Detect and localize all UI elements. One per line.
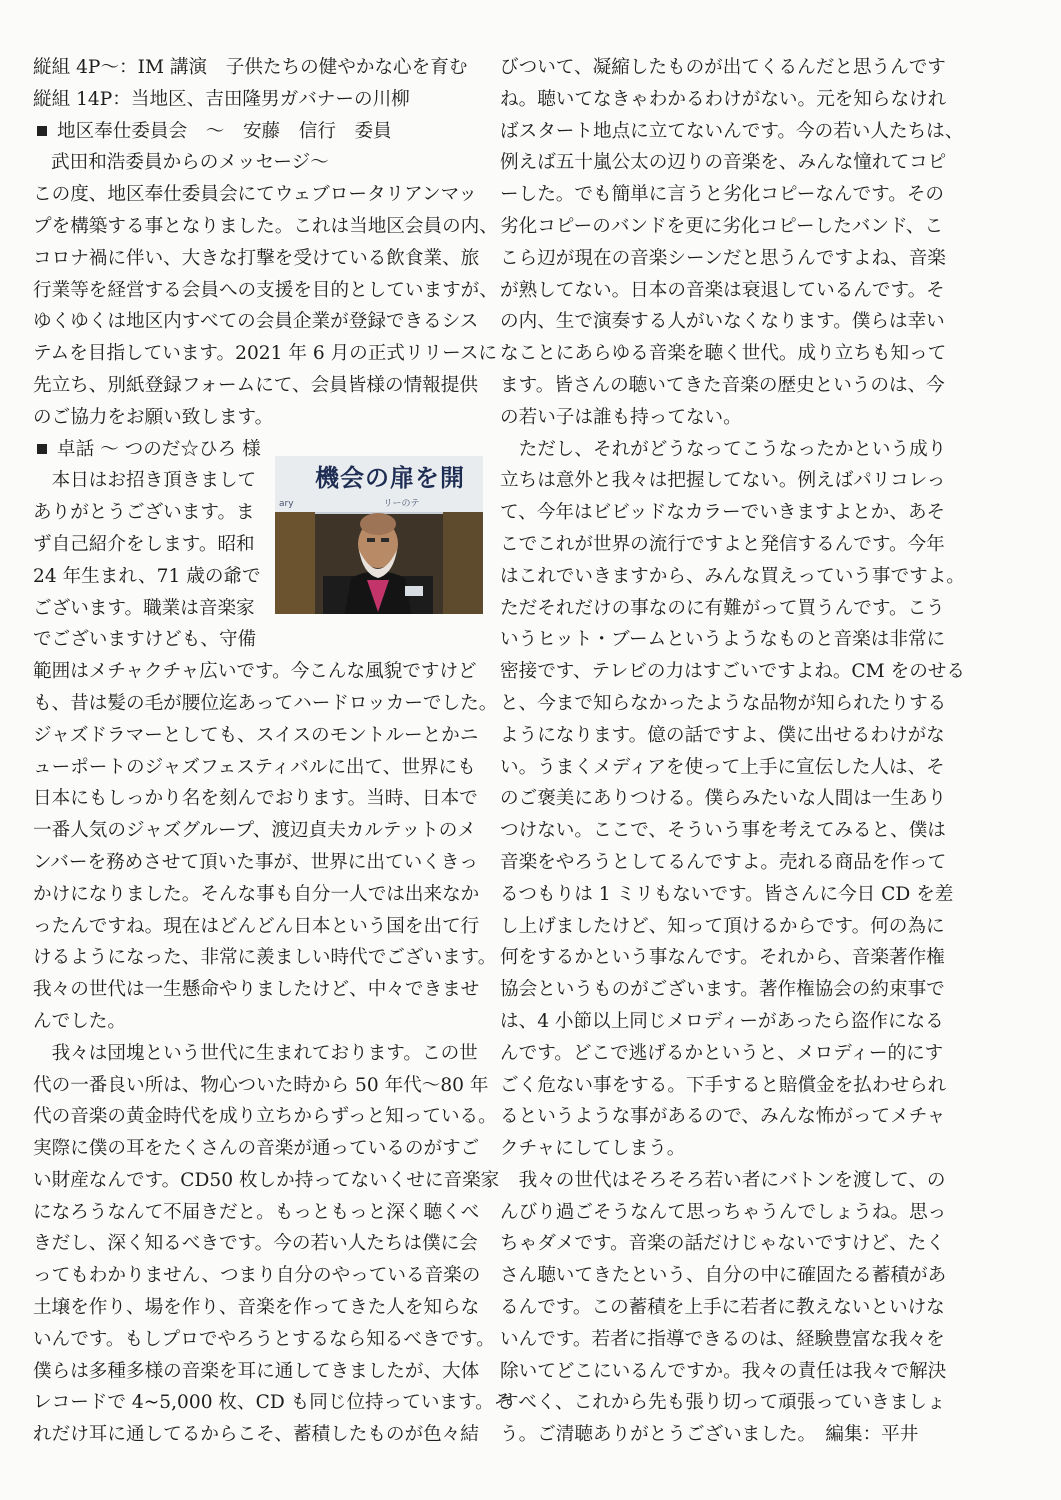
banner-text: 機会の扉を開 <box>315 464 465 492</box>
paragraph-line: い財産なんです。CD50 枚しか持ってないくせに音楽家 <box>33 1169 500 1191</box>
paragraph-line: ゆくゆくは地区内すべての会員企業が登録できるシス <box>33 311 479 333</box>
paragraph-line: なことにあらゆる音楽を聴く世代。成り立ちも知って <box>500 343 947 365</box>
paragraph-line: ンバーを務めさせて頂いた事が、世界に出ていくきっ <box>33 851 478 873</box>
right-column <box>500 52 965 1451</box>
paragraph-line: クチャにしてしまう。 <box>500 1138 686 1160</box>
paragraph-line: 代の一番良い所は、物心ついた時から 50 年代～80 年 <box>33 1074 489 1096</box>
paragraph-line: の内、生で演奏する人がいなくなります。僕らは幸い <box>500 311 945 333</box>
paragraph-line: 日本にもしっかり名を刻んでおります。当時、日本で <box>33 788 478 810</box>
section-heading-district-service <box>33 116 495 148</box>
paragraph-line: は、4 小節以上同じメロディーがあったら盗作になる <box>500 1010 944 1032</box>
paragraph-line: 立ちは意外と我々は把握してない。例えばパリコレっ <box>500 470 946 492</box>
paragraph-line: 密接です、テレビの力はすごいですよね。CM をのせる <box>500 661 965 683</box>
paragraph-line: 我々は団塊という世代に生まれております。この世 <box>33 1042 478 1064</box>
paragraph-line: ばスタート地点に立てないんです。今の若い人たちは、 <box>500 120 964 142</box>
paragraph-line: れだけ耳に通してるからこそ、蓄積したものが色々結 <box>33 1424 479 1446</box>
paragraph-line: プを構築する事となりました。これは当地区会員の内、 <box>33 215 498 237</box>
speaker-figure-icon <box>323 494 433 614</box>
paragraph-line: 土壌を作り、場を作り、音楽を作ってきた人を知らな <box>33 1297 480 1319</box>
heading-text: 地区奉仕委員会 ～ 安藤 信行 委員 <box>57 120 392 142</box>
paragraph-line: 我々の世代はそろそろ若い者にバトンを渡して、の <box>500 1169 946 1191</box>
banner-sub-left: ary <box>279 499 294 509</box>
paragraph-line: ね。聴いてなきゃわかるわけがない。元を知らなけれ <box>500 88 947 110</box>
paragraph-line: はこれでいきますから、みんな買えっていう事ですよ。 <box>500 565 965 587</box>
paragraph-line: きだし、深く知るべきです。今の若い人たちは僕に会 <box>33 1233 478 1255</box>
paragraph-line: いんです。若者に指導できるのは、経験豊富な我々を <box>500 1328 945 1350</box>
paragraph-line: て、今年はビビッドなカラーでいきますよとか、あそ <box>500 502 946 524</box>
banner-sub-right: リーのテ <box>383 499 420 509</box>
paragraph-line: 音楽をやろうとしてるんですよ。売れる商品を作って <box>500 851 947 873</box>
paragraph-line: ようになります。億の話ですよ、僕に出せるわけがな <box>500 724 945 746</box>
paragraph-line: レコードで 4~5,000 枚、CD も同じ位持っています。そ <box>33 1392 513 1414</box>
paragraph-line: びついて、凝縮したものが出てくるんだと思うんです <box>500 57 946 78</box>
paragraph-line: ただそれだけの事なのに有難がって買うんです。こう <box>500 597 945 619</box>
paragraph-line: の若い子は誰も持ってない。 <box>500 406 742 428</box>
square-bullet-icon <box>37 126 47 136</box>
paragraph-line: のご褒美にありつける。僕らみたいな人間は一生あり <box>500 788 947 810</box>
paragraph-line: ってもわかりません、つまり自分のやっている音楽の <box>33 1265 481 1287</box>
toc-line-2: 縦組 14P：当地区、吉田隆男ガバナーの川柳 <box>33 88 410 110</box>
paragraph-line: コロナ禍に伴い、大きな打撃を受けている飲食業、旅 <box>33 247 480 269</box>
paragraph-line: この度、地区奉仕委員会にてウェブロータリアンマッ <box>33 184 478 206</box>
paragraph-line: 一番人気のジャズグループ、渡辺貞夫カルテットのメ <box>33 820 476 842</box>
paragraph-line: 24 年生まれ、71 歳の爺で <box>33 565 261 587</box>
toc-line-1: 縦組 4P～：IM 講演 子供たちの健やかな心を育む <box>33 57 468 78</box>
paragraph-line: こでこれが世界の流行ですよと発信するんです。今年 <box>500 533 945 555</box>
square-bullet-icon <box>37 444 47 454</box>
paragraph-line: になろうなんて不届きだと。もっともっと深く聴くべ <box>33 1201 480 1223</box>
paragraph-line: さん聴いてきたという、自分の中に確固たる蓄積があ <box>500 1265 947 1287</box>
paragraph-line: るつもりは 1 ミリもないです。皆さんに今日 CD を差 <box>500 883 954 905</box>
left-column <box>33 52 513 1451</box>
paragraph-line: つけない。ここで、そういう事を考えてみると、僕は <box>500 820 946 842</box>
paragraph-line: テムを目指しています。2021 年 6 月の正式リリースに <box>33 343 498 365</box>
paragraph-line: んでした。 <box>33 1010 126 1032</box>
speaker-photo <box>275 456 483 614</box>
paragraph-line: と、今まで知らなかったような品物が知られたりする <box>500 692 947 714</box>
paragraph-line: すべく、これから先も張り切って頑張っていきましょ <box>500 1392 946 1414</box>
paragraph-line: ただし、それがどうなってこうなったかという成り <box>500 438 947 460</box>
paragraph-line: 協会というものがございます。著作権協会の約束事で <box>500 979 945 1001</box>
paragraph-line: ます。皆さんの聴いてきた音楽の歴史というのは、今 <box>500 374 945 396</box>
paragraph-line: 行業等を経営する会員への支援を目的としていますが、 <box>33 279 498 301</box>
paragraph-line: い。うまくメディアを使って上手に宣伝した人は、そ <box>500 756 945 778</box>
paragraph-line: るというような事があるので、みんな怖がってメチャ <box>500 1106 946 1128</box>
paragraph-line: 除いてどこにいるんですか。我々の責任は我々で解決 <box>500 1360 947 1382</box>
paragraph-line: のご協力をお願い致します。 <box>33 406 274 428</box>
paragraph-line: んです。どこで逃げるかというと、メロディー的にす <box>500 1042 944 1064</box>
paragraph-line: 本日はお招き頂きまして <box>33 470 257 492</box>
paragraph-line: ありがとうございます。ま <box>33 502 255 524</box>
paragraph-line: 何をするかという事なんです。それから、音楽著作権 <box>500 947 945 969</box>
paragraph-line: 実際に僕の耳をたくさんの音楽が通っているのがすご <box>33 1138 480 1160</box>
paragraph-line: けるようになった、非常に羨ましい時代でございます。 <box>33 947 497 969</box>
paragraph-line: いうヒット・ブームというようなものと音楽は非常に <box>500 629 946 651</box>
paragraph-line: んびり過ごそうなんて思っちゃうんでしょうね。思っ <box>500 1201 947 1223</box>
paragraph-line: こら辺が現在の音楽シーンだと思うんですよね、音楽 <box>500 247 946 269</box>
paragraph-line: 我々の世代は一生懸命やりましたけど、中々できませ <box>33 979 480 1001</box>
paragraph-line: 例えば五十嵐公太の辺りの音楽を、みんな憧れてコピ <box>500 152 947 174</box>
talk-body <box>33 656 513 1451</box>
heading-text: 卓話 ～ つのだ☆ひろ 様 <box>57 438 261 460</box>
paragraph-line: かけになりました。そんな事も自分一人では出来なか <box>33 883 480 905</box>
curtain-right <box>443 512 483 614</box>
paragraph-line: いんです。もしプロでやろうとするなら知るべきです。 <box>33 1328 495 1350</box>
paragraph-line: も、昔は髪の毛が腰位迄あってハードロッカーでした。 <box>33 692 498 714</box>
paragraph-line: 劣化コピーのバンドを更に劣化コピーしたバンド、こ <box>500 215 944 237</box>
paragraph-line: でございますけども、守備 <box>33 629 257 651</box>
paragraph-line: ちゃダメです。音楽の話だけじゃないですけど、たく <box>500 1233 945 1255</box>
curtain-left <box>275 512 315 614</box>
paragraph-line: ごく危ない事をする。下手すると賠償金を払わせられ <box>500 1074 947 1096</box>
paragraph-line: ーした。でも簡単に言うと劣化コピーなんです。その <box>500 184 945 206</box>
paragraph-line: るんです。この蓄積を上手に若者に教えないといけな <box>500 1297 945 1319</box>
paragraph-line: う。ご清聴ありがとうございました。 編集：平井 <box>500 1424 919 1446</box>
paragraph-line: 範囲はメチャクチャ広いです。今こんな風貌ですけど <box>33 661 477 683</box>
paragraph-line: 先立ち、別紙登録フォームにて、会員皆様の情報提供 <box>33 374 478 396</box>
paragraph-line: ったんですね。現在はどんどん日本という国を出て行 <box>33 915 480 937</box>
paragraph-line: ューポートのジャズフェスティバルに出て、世界にも <box>33 756 476 778</box>
paragraph-line: ジャズドラマーとしても、スイスのモントルーとかニ <box>33 724 479 746</box>
paragraph-line: ず自己紹介をします。昭和 <box>33 533 255 555</box>
subheading-message: 武田和浩委員からのメッセージ～ <box>51 152 329 174</box>
paragraph-line: が熟してない。日本の音楽は衰退しているんです。そ <box>500 279 945 301</box>
paragraph-line: ございます。職業は音楽家 <box>33 597 255 619</box>
paragraph-line: 僕らは多種多様の音楽を耳に通してきましたが、大体 <box>33 1360 480 1382</box>
paragraph-line: 代の音楽の黄金時代を成り立ちからずっと知っている。 <box>33 1106 497 1128</box>
paragraph-line: し上げましたけど、知って頂けるからです。何の為に <box>500 915 945 937</box>
